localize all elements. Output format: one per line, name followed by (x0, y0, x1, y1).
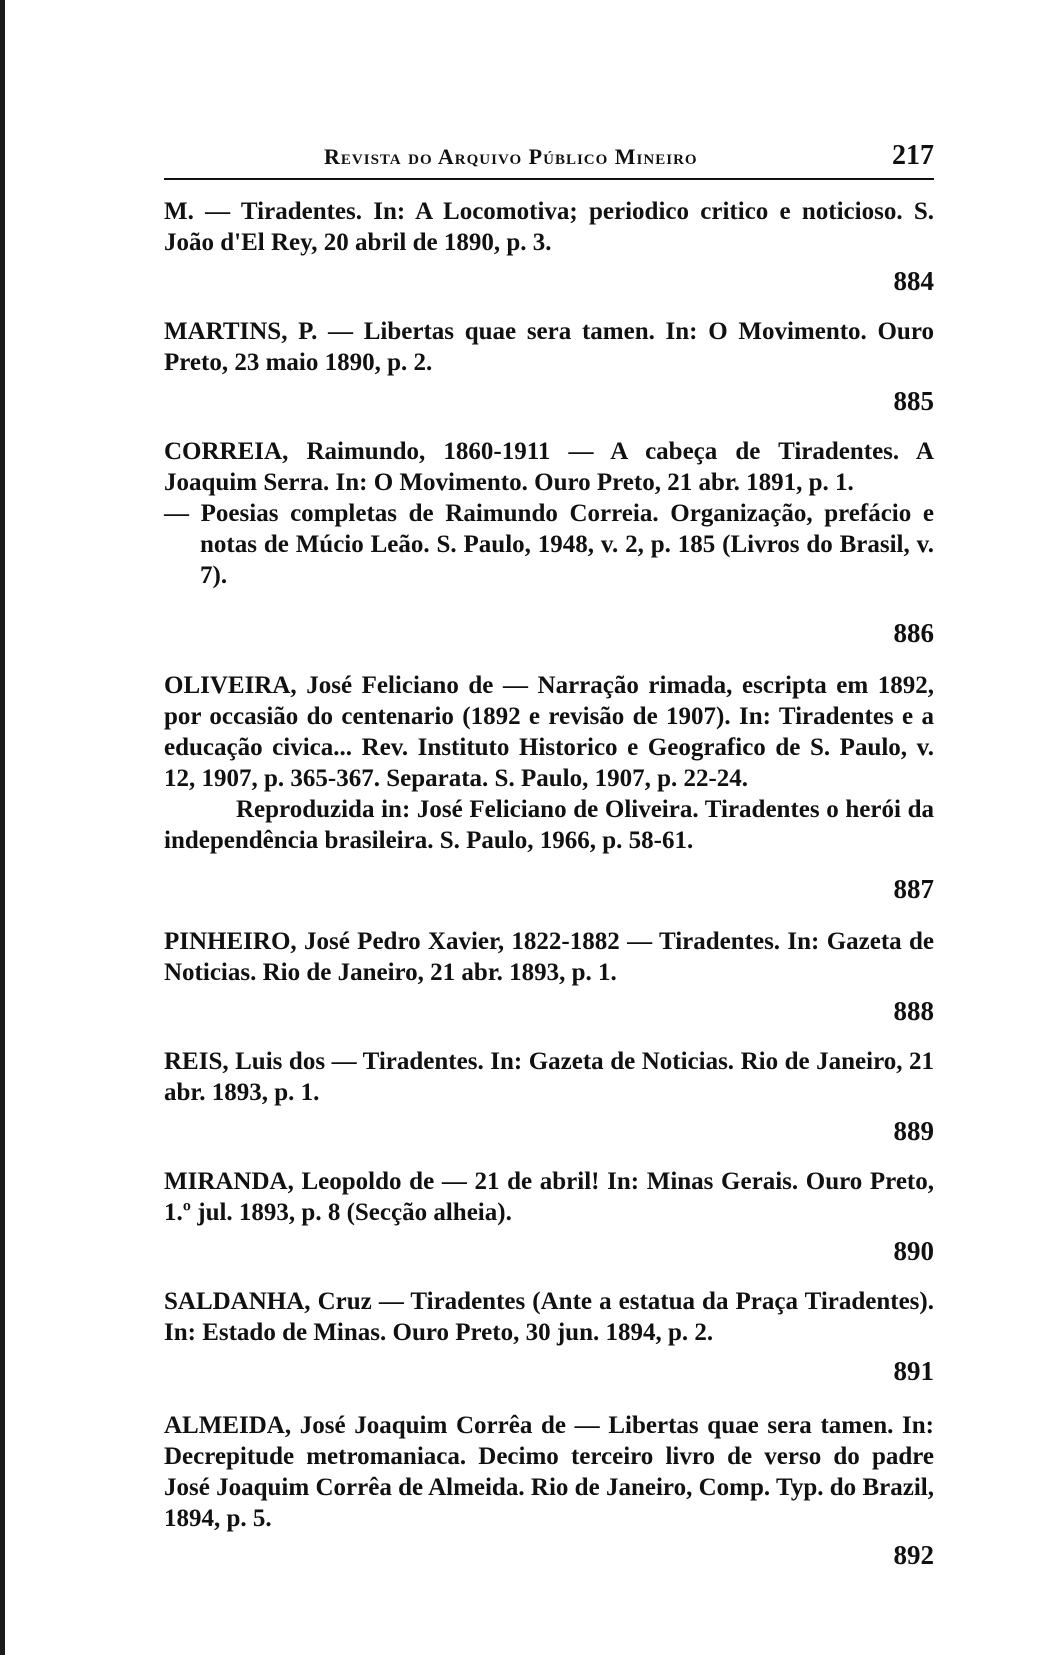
entry-number: 886 (893, 618, 934, 648)
bibliography-entry (164, 1046, 934, 1108)
entry-number: 888 (893, 996, 934, 1026)
bibliography-entry (164, 1286, 934, 1348)
document-page (164, 0, 934, 1655)
entry-text: REIS, Luis dos — Tiradentes. In: Gazeta de Noticias. Rio de Janeiro, 21 abr. 1893, p. 1. (164, 1048, 934, 1106)
entry-text: SALDANHA, Cruz — Tiradentes (Ante a estatua da Praça Tiradentes). In: Estado de Minas. Ouro Preto, 30 jun. 1894, p. 2. (164, 1288, 934, 1346)
page-number: 217 (892, 140, 934, 171)
entry-number: 892 (893, 1540, 934, 1570)
bibliography-entry (164, 316, 934, 378)
entry-subtext: — Poesias completas de Raimundo Correia. Organização, prefácio e notas de Múcio Leão. S. Paulo, 1948, v. 2, p. 185 (Livros do Brasil, v. 7). (164, 500, 934, 589)
page-edge-shadow (0, 0, 5, 1655)
entry-number: 887 (893, 874, 934, 904)
entry-text: MIRANDA, Leopoldo de — 21 de abril! In: Minas Gerais. Ouro Preto, 1.º jul. 1893, p. 8 (Secção alheia). (164, 1168, 934, 1226)
entry-number: 885 (893, 386, 934, 416)
entry-number: 884 (893, 266, 934, 296)
entry-text: ALMEIDA, José Joaquim Corrêa de — Libertas quae sera tamen. In: Decrepitude metromaniaca. Decimo terceiro livro de verso do padre José Joaquim Corrêa de Almeida. Rio de Janeiro, Comp. Typ. do Brazil, 1894, p. 5. (164, 1412, 934, 1532)
running-header (164, 138, 934, 180)
entry-subtext: Reproduzida in: José Feliciano de Oliveira. Tiradentes o herói da independência brasileira. S. Paulo, 1966, p. 58-61. (164, 796, 934, 854)
bibliography-entry (164, 670, 934, 856)
entry-text: PINHEIRO, José Pedro Xavier, 1822-1882 — Tiradentes. In: Gazeta de Noticias. Rio de Janeiro, 21 abr. 1893, p. 1. (164, 928, 934, 986)
entry-text: CORREIA, Raimundo, 1860-1911 — A cabeça de Tiradentes. A Joaquim Serra. In: O Movimento. Ouro Preto, 21 abr. 1891, p. 1. (164, 438, 934, 496)
entry-text: M. — Tiradentes. In: A Locomotiva; periodico critico e noticioso. S. João d'El Rey, 20 abril de 1890, p. 3. (164, 198, 934, 256)
journal-title: Revista do Arquivo Público Mineiro (324, 144, 698, 169)
entry-number: 891 (893, 1356, 934, 1386)
bibliography-entry (164, 1410, 934, 1534)
bibliography-entry (164, 436, 934, 591)
bibliography-entry (164, 926, 934, 988)
entry-text: MARTINS, P. — Libertas quae sera tamen. In: O Movimento. Ouro Preto, 23 maio 1890, p. 2. (164, 318, 934, 376)
bibliography-entry (164, 196, 934, 258)
entry-number: 890 (893, 1236, 934, 1266)
bibliography-entry (164, 1166, 934, 1228)
entry-number: 889 (893, 1116, 934, 1146)
entry-text: OLIVEIRA, José Feliciano de — Narração rimada, escripta em 1892, por occasião do centenario (1892 e revisão de 1907). In: Tiradentes e a educação civica... Rev. Instituto Historico e Geografico de S. Paulo, v. 12, 1907, p. 365-367. Separata. S. Paulo, 1907, p. 22-24. (164, 672, 934, 792)
